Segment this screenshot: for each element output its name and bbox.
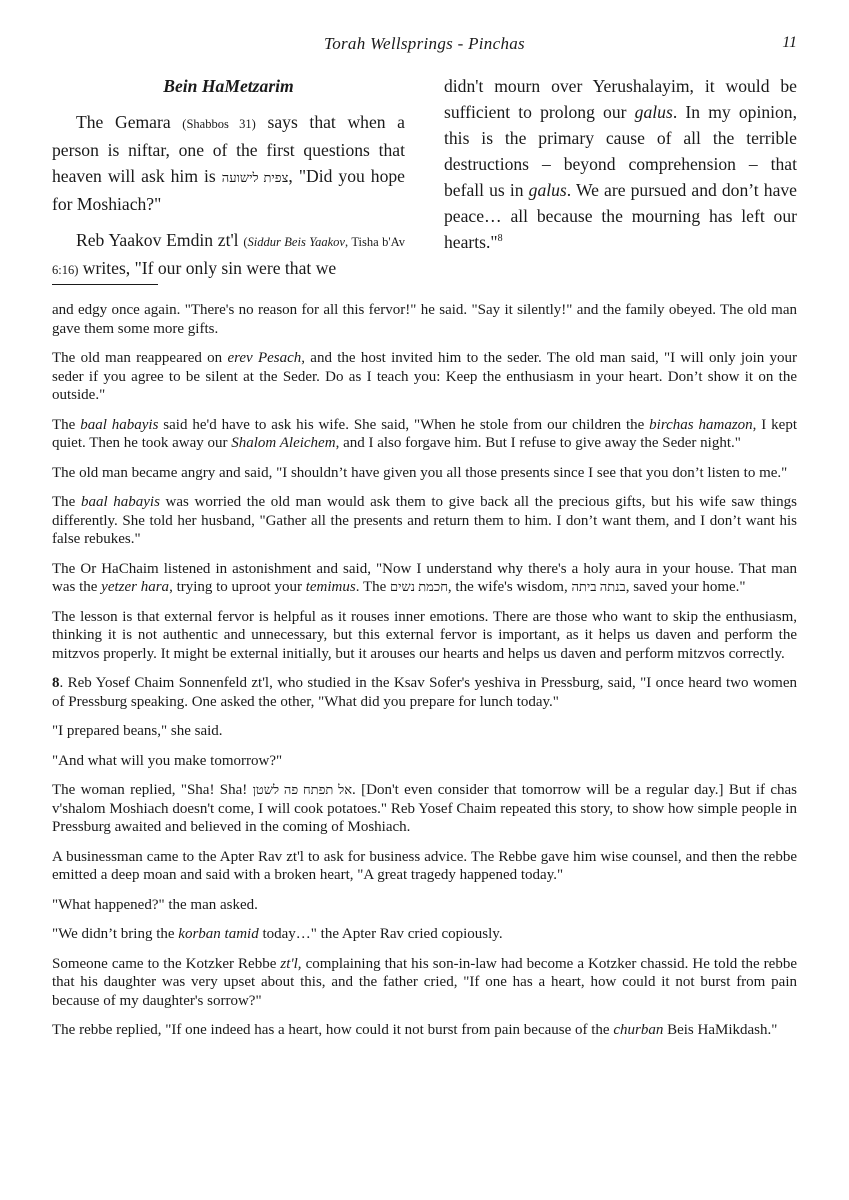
footnote-paragraph: "I prepared beans," she said. bbox=[52, 723, 223, 739]
footnote-paragraph: The baal habayis was worried the old man would ask them to give back all the precious gifts, but his wife saw things differently. She told her husband, "Gather all the presents and return them to him. I don’t want them, and I don’t want his false rebukes." bbox=[52, 494, 797, 547]
footnote-8: 8. Reb Yosef Chaim Sonnenfeld zt'l, who studied in the Ksav Sofer's yeshiva in Pressburg, said, "I once heard two women of Pressburg speaking. One asked the other, "What did you prepare for lunch today." bbox=[52, 675, 797, 710]
hebrew-text: בנתה ביתה bbox=[571, 579, 626, 594]
footnote-paragraph: "We didn’t bring the korban tamid today…" the Apter Rav cried copiously. bbox=[52, 926, 503, 942]
citation: (Siddur Beis Yaakov, Tisha b'Av 6:16) bbox=[52, 235, 405, 277]
footnote-paragraph: The old man became angry and said, "I shouldn’t have given you all those presents since I see that you don’t listen to me." bbox=[52, 464, 788, 481]
paragraph-emdin: Reb Yaakov Emdin zt'l (Siddur Beis Yaakov, Tisha b'Av 6:16) writes, "If our only sin were that we bbox=[52, 230, 405, 278]
paragraph-gemara: The Gemara (Shabbos 31) says that when a person is niftar, one of the first questions that heaven will ask him is צפית לישועה, "Did you hope for Moshiach?" bbox=[52, 112, 405, 214]
footnote-paragraph: The old man reappeared on erev Pesach, and the host invited him to the seder. The old man said, "I will only join your seder if you agree to be silent at the Seder. Do as I teach you: Keep the enthusiasm in your heart. Don’t show it on the outside." bbox=[52, 350, 798, 403]
paragraph-continued: didn't mourn over Yerushalayim, it would be sufficient to prolong our galus. In my opinion, this is the primary cause of all the terrible destructions – beyond comprehension – that befall us in galus. We are pursued and don’t have peace… all because the mourning has left our hearts."$^8$ bbox=[444, 76, 798, 252]
footnote-paragraph: "And what will you make tomorrow?" bbox=[52, 752, 283, 769]
footnote-paragraph: The rebbe replied, "If one indeed has a heart, how could it not burst from pain because of the churban Beis HaMikdash." bbox=[52, 1022, 778, 1038]
page-number: 11 bbox=[782, 34, 797, 51]
footnote-separator bbox=[52, 284, 158, 285]
page-header bbox=[52, 34, 797, 56]
footnote-paragraph: A businessman came to the Apter Rav zt'l to ask for business advice. The Rebbe gave him wise counsel, and then the rebbe emitted a deep moan and said with a broken heart, "A great tragedy happened today." bbox=[52, 848, 797, 883]
footnotes-section bbox=[52, 301, 797, 1051]
hebrew-text: חכמת נשים bbox=[390, 579, 448, 594]
right-column bbox=[444, 73, 797, 255]
footnote-paragraph: "What happened?" the man asked. bbox=[52, 896, 258, 913]
hebrew-text: צפית לישועה bbox=[221, 170, 289, 185]
footnote-paragraph: Someone came to the Kotzker Rebbe zt'l, complaining that his son-in-law had become a Kotzker chassid. He told the rebbe that his daughter was very upset about this, and the father cried, "If one has a heart, how could it not burst from pain because of my daughter's sorrow?" bbox=[52, 955, 797, 1009]
footnote-number: 8 bbox=[52, 675, 60, 691]
footnote-paragraph: The baal habayis said he'd have to ask his wife. She said, "When he stole from our children the birchas hamazon, I kept quiet. Then he took away our Shalom Aleichem, and I also forgave him. But I refuse to give away the Seder night." bbox=[52, 416, 797, 451]
running-title: Torah Wellsprings - Pinchas bbox=[324, 34, 525, 53]
footnote-paragraph: The lesson is that external fervor is helpful as it rouses inner emotions. There are those who want to skip the enthusiasm, thinking it is not authentic and unnecessary, but this external fervor is important, as it helps us daven and perform the mitzvos properly. It might be external initially, but it arouses our hearts and helps us daven and perform mitzvos correctly. bbox=[52, 608, 797, 662]
footnote-paragraph: The woman replied, "Sha! Sha! אל תפתח פה לשטן. [Don't even consider that tomorrow will be a regular day.] But if chas v'shalom Moshiach doesn't come, I will cook potatoes." Reb Yosef Chaim repeated this story, to show how simple people in Pressburg awaited and believed in the coming of Moshiach. bbox=[52, 782, 797, 835]
footnote-paragraph: and edgy once again. "There's no reason for all this fervor!" he said. "Say it silently!" and the family obeyed. The old man gave them some more gifts. bbox=[52, 302, 797, 337]
footnote-reference[interactable]: 8 bbox=[497, 233, 503, 245]
citation: (Shabbos 31) bbox=[182, 117, 256, 131]
left-column bbox=[52, 73, 405, 283]
section-heading: Bein HaMetzarim bbox=[163, 76, 294, 96]
footnote-paragraph: The Or HaChaim listened in astonishment and said, "Now I understand why there's a holy aura in your house. That man was the yetzer hara, trying to uproot your temimus. The חכמת נשים, the wife's wisdom, בנתה ביתה, saved your home." bbox=[52, 560, 797, 595]
hebrew-text: אל תפתח פה לשטן bbox=[252, 782, 353, 797]
